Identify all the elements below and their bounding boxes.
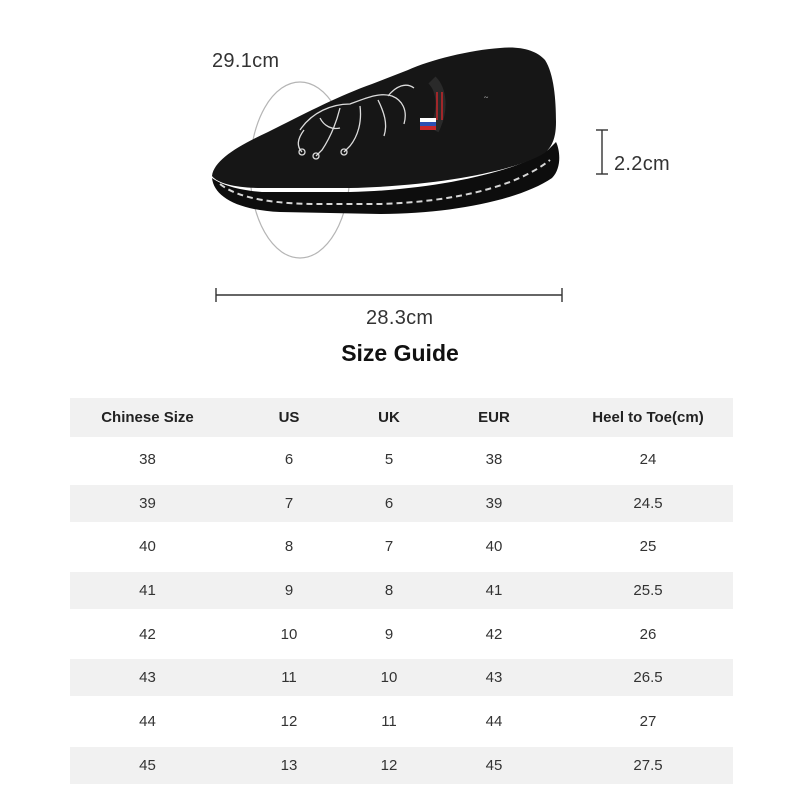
cell-uk: 6 — [384, 494, 394, 512]
cell-chinese-size: 44 — [139, 713, 156, 731]
cell-eur: 43 — [485, 669, 503, 687]
cell-eur: 39 — [485, 494, 503, 512]
header-heel-to-toe: Heel to Toe(cm) — [592, 409, 704, 426]
brand-tag: ~ — [484, 93, 489, 102]
table-row — [70, 659, 733, 696]
cell-heel-to-toe: 27 — [639, 713, 657, 731]
table-row — [70, 528, 733, 565]
cell-uk: 7 — [384, 538, 394, 556]
cell-uk: 8 — [384, 582, 394, 600]
size-table — [70, 398, 733, 791]
cell-us: 11 — [281, 669, 297, 687]
cell-heel-to-toe: 24.5 — [633, 494, 663, 512]
table-row — [70, 572, 733, 609]
cell-eur: 38 — [485, 451, 503, 468]
cell-heel-to-toe: 25.5 — [633, 582, 663, 600]
cell-us: 8 — [284, 538, 294, 556]
cell-heel-to-toe: 26 — [639, 625, 657, 643]
height-label: 2.2cm — [614, 153, 670, 175]
cell-chinese-size: 42 — [139, 625, 156, 643]
cell-uk: 11 — [381, 713, 397, 731]
cell-uk: 9 — [384, 625, 394, 643]
product-hero — [0, 0, 800, 340]
cell-us: 7 — [284, 494, 294, 512]
header-us: US — [278, 409, 300, 426]
cell-eur: 45 — [485, 756, 503, 774]
cell-chinese-size: 45 — [139, 756, 156, 774]
circumference-label: 29.1cm — [212, 50, 280, 72]
cell-us: 9 — [284, 582, 294, 600]
cell-chinese-size: 39 — [139, 494, 156, 512]
cell-chinese-size: 41 — [139, 582, 156, 600]
cell-us: 12 — [280, 713, 298, 731]
cell-chinese-size: 38 — [139, 451, 156, 468]
table-row — [70, 703, 733, 740]
table-row — [70, 747, 733, 784]
cell-eur: 40 — [485, 538, 503, 556]
cell-heel-to-toe: 26.5 — [633, 669, 663, 687]
cell-heel-to-toe: 24 — [639, 451, 657, 468]
table-header-row — [70, 398, 733, 437]
shoe-illustration — [0, 0, 800, 340]
cell-heel-to-toe: 27.5 — [633, 756, 663, 774]
cell-eur: 41 — [485, 582, 503, 600]
cell-uk: 10 — [380, 669, 398, 687]
table-row — [70, 441, 733, 478]
cell-us: 10 — [280, 625, 298, 643]
header-chinese-size: Chinese Size — [101, 409, 194, 426]
cell-eur: 42 — [485, 625, 503, 643]
cell-uk: 5 — [384, 451, 394, 468]
cell-us: 6 — [284, 451, 294, 468]
cell-chinese-size: 43 — [139, 669, 156, 687]
header-uk: UK — [378, 409, 400, 426]
table-row — [70, 616, 733, 653]
cell-eur: 44 — [485, 713, 503, 731]
table-row — [70, 485, 733, 522]
header-eur: EUR — [478, 409, 510, 426]
length-label: 28.3cm — [366, 307, 434, 329]
cell-chinese-size: 40 — [139, 538, 156, 556]
page-title: Size Guide — [341, 340, 459, 366]
cell-heel-to-toe: 25 — [639, 538, 657, 556]
cell-us: 13 — [280, 756, 298, 774]
cell-uk: 12 — [380, 756, 398, 774]
